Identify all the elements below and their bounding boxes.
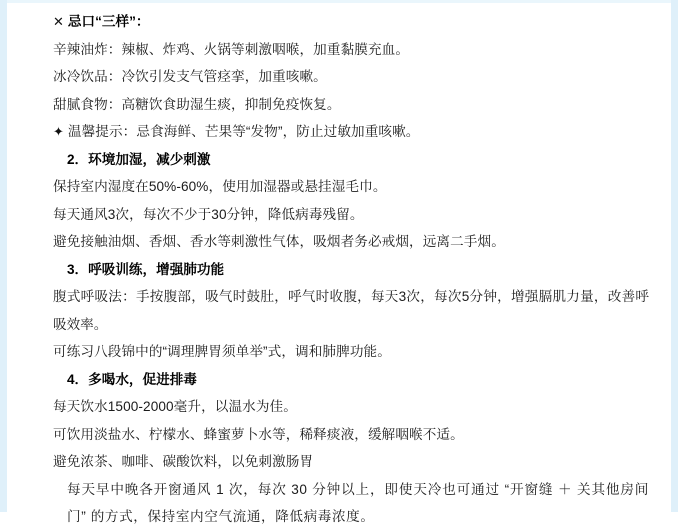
taboo-item-1: 辛辣油炸：辣椒、炸鸡、火锅等刺激咽喉，加重黏膜充血。: [53, 41, 410, 57]
section-4-line-1: 每天饮水1500-2000毫升，以温水为佳。: [53, 399, 297, 414]
section-2-line-1: 保持室内湿度在50%-60%，使用加湿器或悬挂湿毛巾。: [53, 179, 387, 194]
section-3-line-1: 腹式呼吸法：手按腹部，吸气时鼓肚，呼气时收腹，每天3次，每次5分钟，增强膈肌力量，改善呼吸效率。: [53, 289, 649, 332]
tip-line: [53, 118, 649, 146]
section-4-line-3: 避免浓茶、咖啡、碳酸饮料，以免刺激肠胃: [53, 454, 314, 469]
pushpin-icon: ✦: [53, 124, 64, 139]
section-2-heading: 2．环境加湿，减少刺激: [67, 151, 211, 167]
section-3-heading: 3．呼吸训练，增强肺功能: [67, 261, 225, 277]
cross-icon: ✕: [53, 14, 64, 29]
section-4-line-2: 可饮用淡盐水、柠檬水、蜂蜜萝卜水等，稀释痰液，缓解咽喉不适。: [53, 426, 464, 442]
document-content: [7, 0, 671, 531]
section-2-line-2: 每天通风3次，每次不少于30分钟，降低病毒残留。: [53, 206, 364, 222]
taboo-heading-text: 忌口“三样”：: [67, 14, 150, 29]
section-4-line-4: 每天早中晚各开窗通风 1 次，每次 30 分钟以上，即使天冷也可通过 “开窗缝 ＋ 关其他房间门” 的方式，保持室内空气流通，降低病毒浓度。: [67, 481, 649, 524]
section-4-heading: 4．多喝水，促进排毒: [67, 371, 197, 387]
taboo-item-3: 甜腻食物：高糖饮食助湿生痰，抑制免疫恢复。: [53, 96, 341, 112]
taboo-heading: [53, 8, 649, 36]
tip-line-text: 温馨提示：忌食海鲜、芒果等“发物”，防止过敏加重咳嗽。: [67, 124, 420, 139]
taboo-item-2: 冰冷饮品：冷饮引发支气管痉挛，加重咳嗽。: [53, 69, 327, 84]
section-3-line-2: 可练习八段锦中的“调理脾胃须单举”式，调和肺脾功能。: [53, 344, 391, 359]
section-2-line-3: 避免接触油烟、香烟、香水等刺激性气体，吸烟者务必戒烟，远离二手烟。: [53, 234, 505, 249]
